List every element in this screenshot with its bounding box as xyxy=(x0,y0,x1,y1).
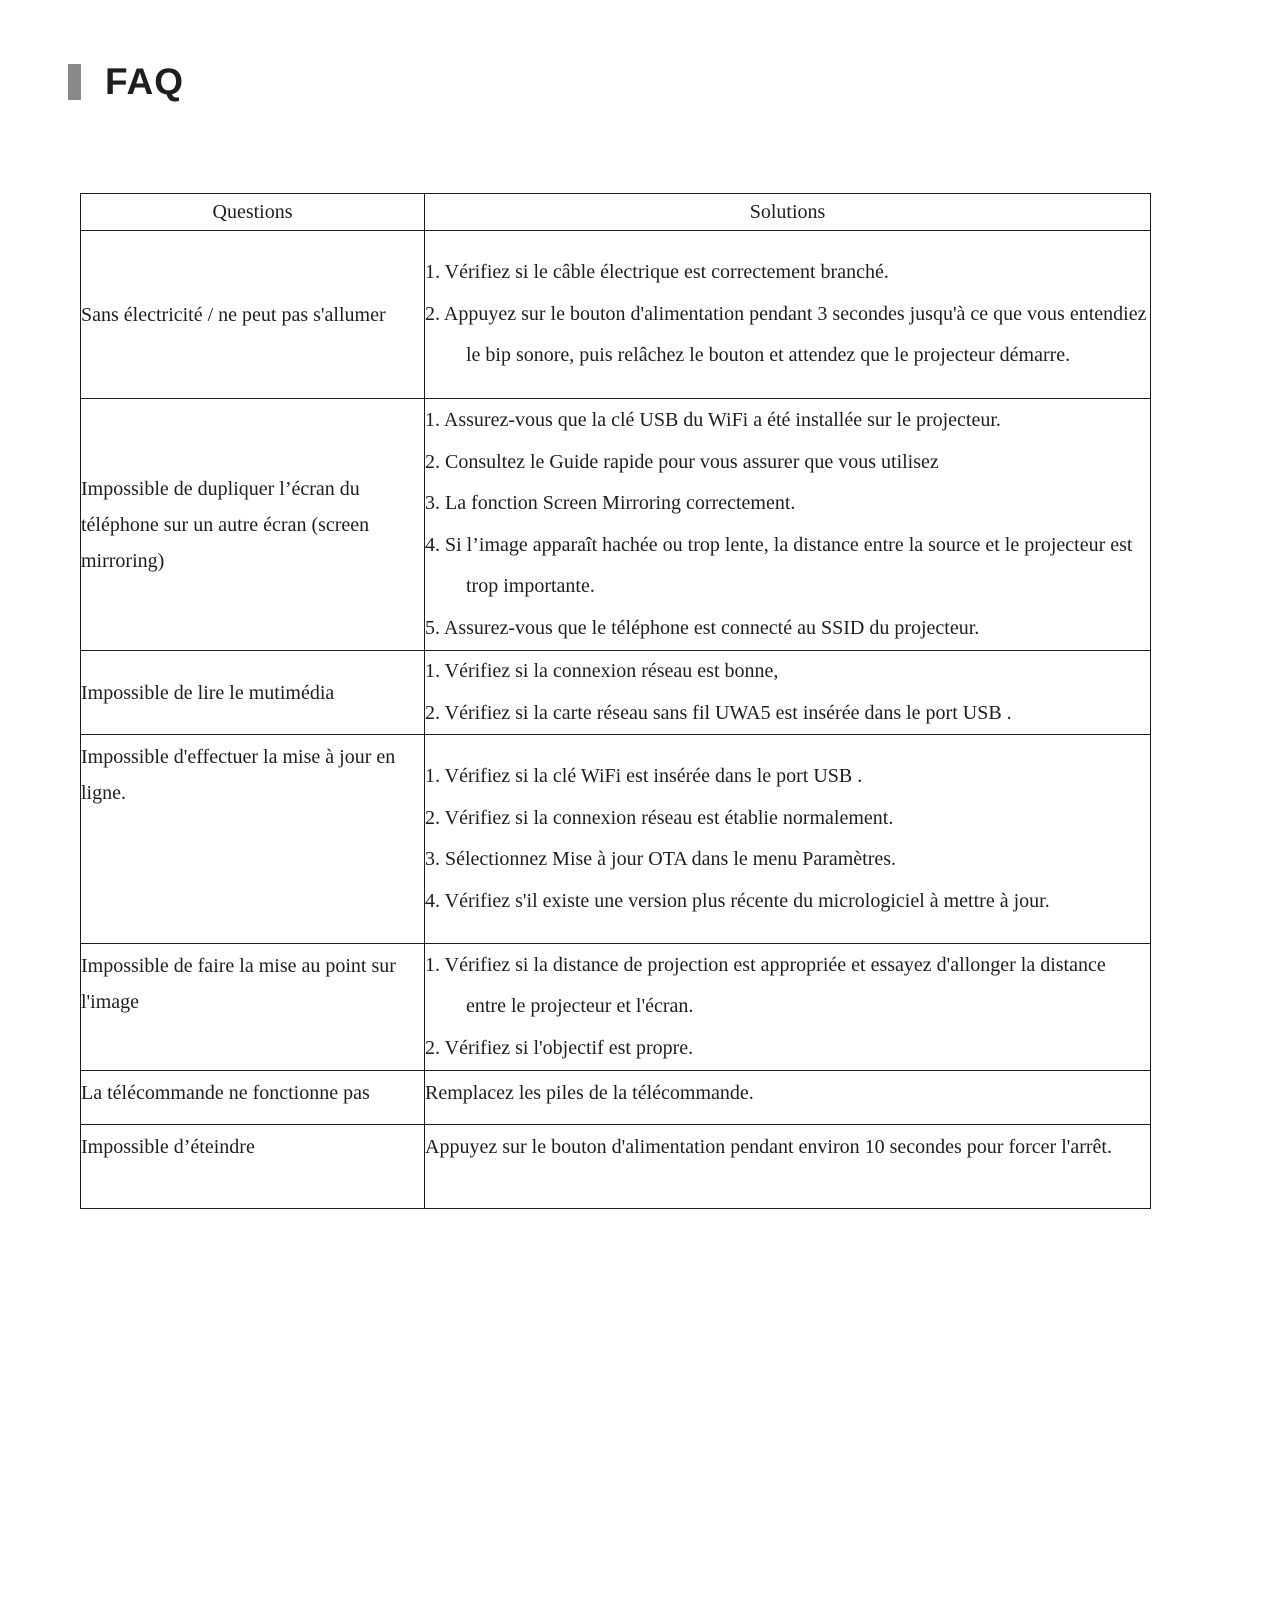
table-row xyxy=(81,1125,1151,1209)
heading-accent-bar xyxy=(68,64,81,100)
solutions-header: Solutions xyxy=(425,194,1151,231)
page-title: FAQ xyxy=(105,61,185,102)
question-cell: Impossible de dupliquer l’écran du téléphone sur un autre écran (screen mirroring) xyxy=(81,399,425,651)
solution-item: 3. La fonction Screen Mirroring correctement. xyxy=(425,492,796,514)
solution-item: 2. Vérifiez si l'objectif est propre. xyxy=(425,1036,694,1059)
solution-cell xyxy=(425,231,1151,399)
table-row xyxy=(81,944,1151,1071)
questions-header: Questions xyxy=(81,194,425,231)
question-cell: La télécommande ne fonctionne pas xyxy=(81,1071,425,1125)
solution-item: 1. Vérifiez si la clé WiFi est insérée dans le port USB . xyxy=(425,765,863,787)
solution-item: 2. Appuyez sur le bouton d'alimentation pendant 3 secondes jusqu'à ce que vous entendiez le bip sonore, puis relâchez le bouton et attendez que le projecteur démarre. xyxy=(425,302,1147,367)
table-row xyxy=(81,399,1151,651)
solution-item: Remplacez les piles de la télécommande. xyxy=(425,1082,754,1104)
solution-cell xyxy=(425,944,1151,1071)
solution-cell xyxy=(425,651,1151,735)
question-cell: Impossible de faire la mise au point sur l'image xyxy=(81,944,425,1071)
solution-cell xyxy=(425,1071,1151,1125)
solution-item: 2. Consultez le Guide rapide pour vous assurer que vous utilisez xyxy=(425,450,939,473)
solution-cell xyxy=(425,1125,1151,1209)
table-header-row xyxy=(81,194,1151,231)
solution-item: 1. Vérifiez si la connexion réseau est bonne, xyxy=(425,660,779,682)
table-row xyxy=(81,231,1151,399)
solution-item: 4. Vérifiez s'il existe une version plus récente du micrologiciel à mettre à jour. xyxy=(425,889,1050,912)
solution-cell xyxy=(425,399,1151,651)
question-cell: Impossible d'effectuer la mise à jour en ligne. xyxy=(81,735,425,944)
solution-item: 3. Sélectionnez Mise à jour OTA dans le menu Paramètres. xyxy=(425,848,897,870)
table-row xyxy=(81,651,1151,735)
solution-item: 1. Vérifiez si la distance de projection est appropriée et essayez d'allonger la distance entre le projecteur et l'écran. xyxy=(425,953,1106,1018)
solution-item: 1. Assurez-vous que la clé USB du WiFi a été installée sur le projecteur. xyxy=(425,409,1001,431)
question-cell: Impossible d’éteindre xyxy=(81,1125,425,1209)
solution-item: 2. Vérifiez si la carte réseau sans fil UWA5 est insérée dans le port USB . xyxy=(425,701,1012,724)
table-row xyxy=(81,1071,1151,1125)
solution-item: 2. Vérifiez si la connexion réseau est établie normalement. xyxy=(425,806,894,829)
solution-item: 4. Si l’image apparaît hachée ou trop lente, la distance entre la source et le projecteur est trop importante. xyxy=(425,533,1133,597)
table-row xyxy=(81,735,1151,944)
solution-item: 5. Assurez-vous que le téléphone est connecté au SSID du projecteur. xyxy=(425,616,980,639)
question-cell: Sans électricité / ne peut pas s'allumer xyxy=(81,231,425,399)
solution-item: Appuyez sur le bouton d'alimentation pendant environ 10 secondes pour forcer l'arrêt. xyxy=(425,1136,1112,1158)
page-heading xyxy=(68,62,184,102)
solution-cell xyxy=(425,735,1151,944)
faq-table xyxy=(80,193,1151,1209)
solution-item: 1. Vérifiez si le câble électrique est correctement branché. xyxy=(425,261,889,284)
question-cell: Impossible de lire le mutimédia xyxy=(81,651,425,735)
